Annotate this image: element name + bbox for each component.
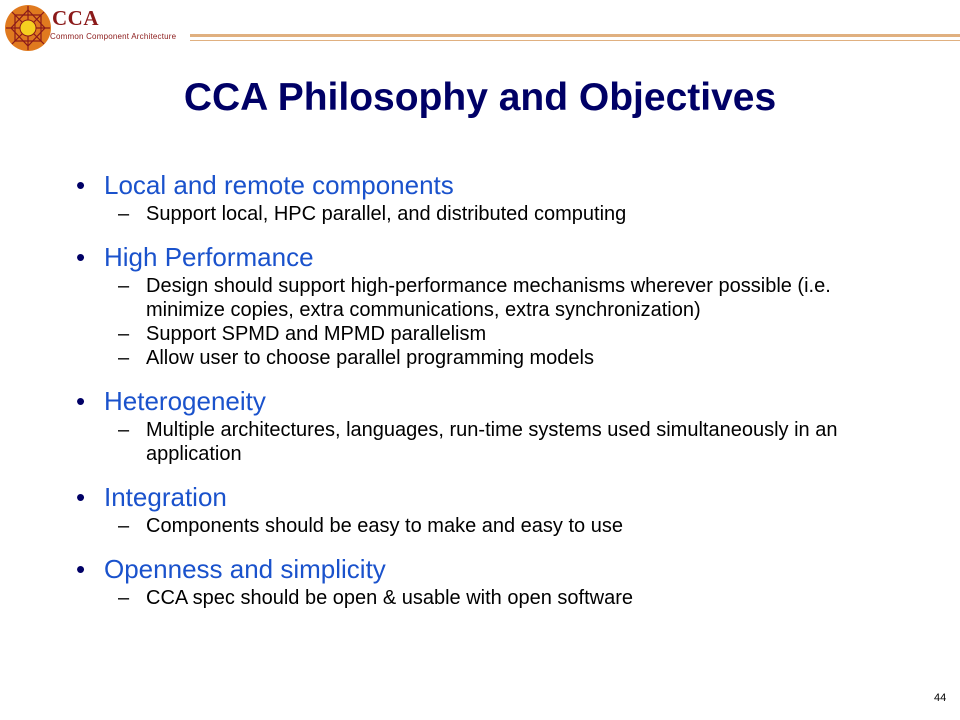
cca-sunburst-logo-icon xyxy=(4,4,52,52)
sub-bullet-text: Allow user to choose parallel programming models xyxy=(146,347,594,369)
bullet-local-remote xyxy=(76,168,936,226)
sub-bullet-text: Support local, HPC parallel, and distributed computing xyxy=(146,203,627,225)
sub-bullet-text: Components should be easy to make and easy to use xyxy=(146,515,623,537)
dash-icon: – xyxy=(118,323,130,345)
sub-bullet-text: Multiple architectures, languages, run-time systems used simultaneously in an application xyxy=(146,419,838,465)
dash-icon: – xyxy=(118,347,130,369)
bullet-list xyxy=(76,168,936,624)
sub-bullet-text: Design should support high-performance mechanisms wherever possible (i.e. minimize copies, extra communications, extra synchronization) xyxy=(146,275,831,321)
dash-icon: – xyxy=(118,419,130,441)
bullet-dot-icon: • xyxy=(76,170,86,200)
bullet-label: High Performance xyxy=(104,242,314,272)
sub-bullet xyxy=(104,418,866,466)
dash-icon: – xyxy=(118,203,130,225)
bullet-label: Local and remote components xyxy=(104,170,454,200)
bullet-label: Openness and simplicity xyxy=(104,554,386,584)
bullet-heterogeneity xyxy=(76,384,936,466)
header-rule-thick xyxy=(190,34,960,37)
bullet-dot-icon: • xyxy=(76,242,86,272)
brand-title: CCA xyxy=(52,6,99,30)
dash-icon: – xyxy=(118,515,130,537)
dash-icon: – xyxy=(118,275,130,297)
sub-bullet xyxy=(104,514,936,538)
bullet-dot-icon: • xyxy=(76,554,86,584)
sub-bullet xyxy=(104,274,906,322)
sub-bullet xyxy=(104,322,936,346)
bullet-openness xyxy=(76,552,936,610)
slide-title: CCA Philosophy and Objectives xyxy=(183,76,777,119)
sub-bullet xyxy=(104,346,936,370)
bullet-label: Integration xyxy=(104,482,227,512)
sub-bullet-text: Support SPMD and MPMD parallelism xyxy=(146,323,487,345)
brand-subtitle: Common Component Architecture xyxy=(50,32,177,41)
sub-bullet-text: CCA spec should be open & usable with open software xyxy=(146,587,633,609)
bullet-dot-icon: • xyxy=(76,386,86,416)
bullet-dot-icon: • xyxy=(76,482,86,512)
sub-bullet xyxy=(104,586,936,610)
sub-bullet xyxy=(104,202,936,226)
slide-header xyxy=(0,0,960,60)
bullet-high-performance xyxy=(76,240,936,370)
dash-icon: – xyxy=(118,587,130,609)
header-rule-thin xyxy=(190,40,960,41)
page-number: 44 xyxy=(934,692,947,704)
bullet-integration xyxy=(76,480,936,538)
bullet-label: Heterogeneity xyxy=(104,386,266,416)
